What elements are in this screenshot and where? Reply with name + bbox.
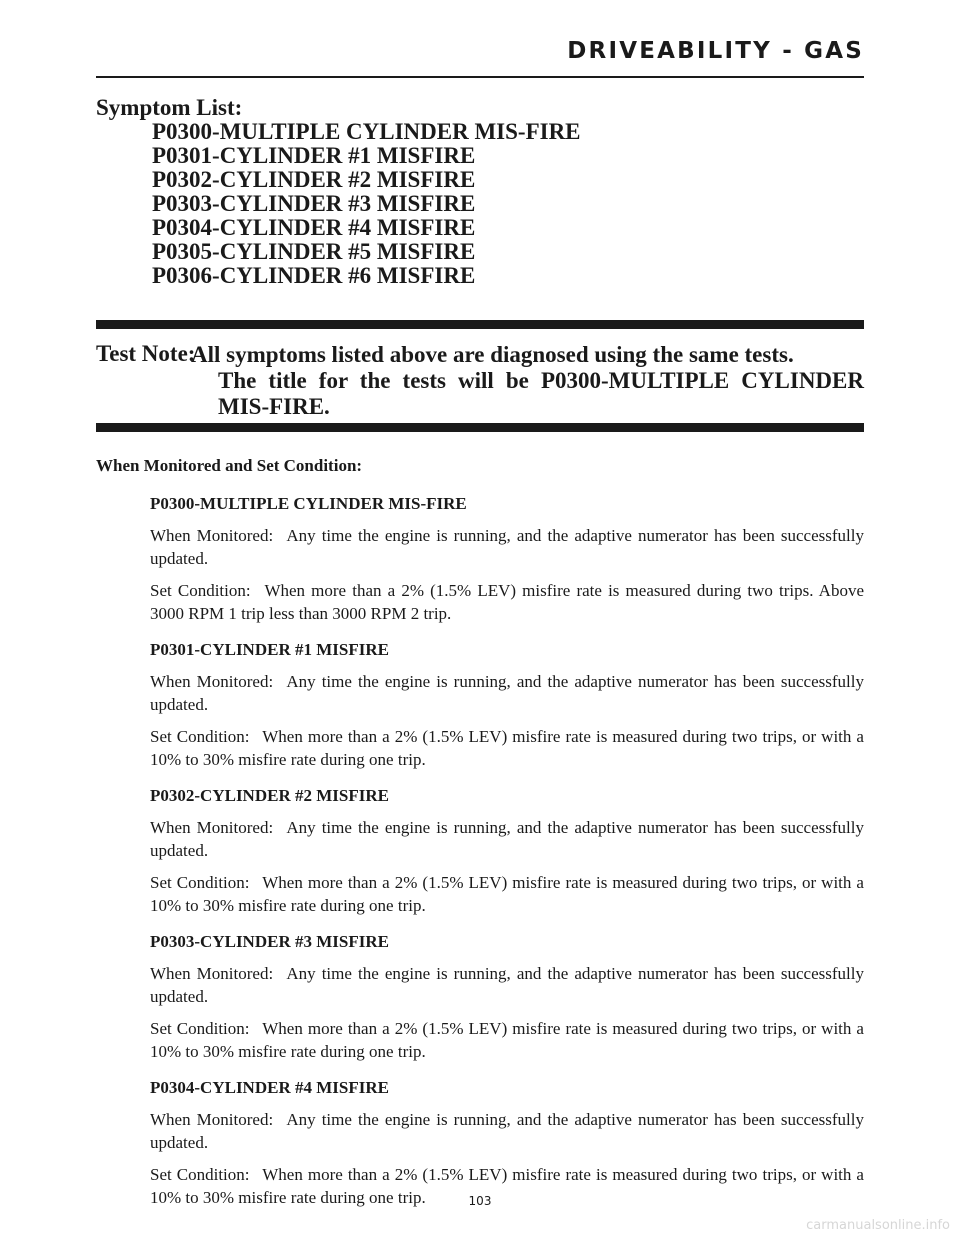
- set-condition-paragraph: [150, 1017, 864, 1063]
- dtc-title: P0300-MULTIPLE CYLINDER MIS-FIRE: [150, 494, 467, 513]
- set-condition-text: When more than a 2% (1.5% LEV) misfire rate is measured during two trips. Above 3000 RPM 1 trip less than 3000 RPM 2 trip.: [150, 581, 864, 623]
- when-monitored-paragraph: [150, 816, 864, 862]
- test-note-line-1: All symptoms listed above are diagnosed using the same tests.: [191, 342, 794, 367]
- set-condition-label: Set Condition:: [150, 727, 250, 746]
- symptom-item: P0302-CYLINDER #2 MISFIRE: [152, 167, 476, 192]
- set-condition-text: When more than a 2% (1.5% LEV) misfire rate is measured during two trips, or with a 10% to 30% misfire rate during one trip.: [150, 1165, 864, 1207]
- condition-section: [150, 930, 864, 1063]
- header-divider: [96, 76, 864, 78]
- condition-section: [150, 1076, 864, 1209]
- when-monitored-label: When Monitored:: [150, 818, 274, 837]
- symptom-item: P0300-MULTIPLE CYLINDER MIS-FIRE: [152, 119, 581, 144]
- set-condition-paragraph: [150, 871, 864, 917]
- monitored-heading: When Monitored and Set Condition:: [96, 456, 363, 475]
- when-monitored-label: When Monitored:: [150, 672, 274, 691]
- set-condition-paragraph: [150, 725, 864, 771]
- when-monitored-paragraph: [150, 1108, 864, 1154]
- dtc-title: P0301-CYLINDER #1 MISFIRE: [150, 640, 389, 659]
- set-condition-text: When more than a 2% (1.5% LEV) misfire rate is measured during two trips, or with a 10% to 30% misfire rate during one trip.: [150, 1019, 864, 1061]
- dtc-title: P0302-CYLINDER #2 MISFIRE: [150, 786, 389, 805]
- symptom-item: P0303-CYLINDER #3 MISFIRE: [152, 191, 476, 216]
- when-monitored-text: Any time the engine is running, and the adaptive numerator has been successfully updated.: [150, 964, 864, 1006]
- when-monitored-text: Any time the engine is running, and the adaptive numerator has been successfully updated.: [150, 672, 864, 714]
- symptom-item: P0304-CYLINDER #4 MISFIRE: [152, 215, 476, 240]
- set-condition-text: When more than a 2% (1.5% LEV) misfire rate is measured during two trips, or with a 10% to 30% misfire rate during one trip.: [150, 727, 864, 769]
- when-monitored-label: When Monitored:: [150, 1110, 274, 1129]
- dtc-title: P0303-CYLINDER #3 MISFIRE: [150, 932, 389, 951]
- page-header-title: DRIVEABILITY - GAS: [567, 38, 864, 64]
- symptom-item: P0306-CYLINDER #6 MISFIRE: [152, 263, 476, 288]
- when-monitored-paragraph: [150, 670, 864, 716]
- test-note-label: Test Note:: [96, 341, 196, 366]
- set-condition-label: Set Condition:: [150, 873, 250, 892]
- test-note-line-2: The title for the tests will be P0300-MULTIPLE CYLINDER MIS-FIRE.: [218, 368, 864, 419]
- set-condition-label: Set Condition:: [150, 1165, 250, 1184]
- symptom-item: P0305-CYLINDER #5 MISFIRE: [152, 239, 476, 264]
- test-note-top-rule: [96, 320, 864, 329]
- dtc-title: P0304-CYLINDER #4 MISFIRE: [150, 1078, 389, 1097]
- when-monitored-paragraph: [150, 962, 864, 1008]
- test-note-bottom-rule: [96, 423, 864, 432]
- test-note-text: [191, 342, 864, 420]
- when-monitored-paragraph: [150, 524, 864, 570]
- when-monitored-text: Any time the engine is running, and the adaptive numerator has been successfully updated.: [150, 818, 864, 860]
- symptom-list: [152, 120, 581, 288]
- set-condition-label: Set Condition:: [150, 1019, 250, 1038]
- set-condition-label: Set Condition:: [150, 581, 251, 600]
- when-monitored-text: Any time the engine is running, and the adaptive numerator has been successfully updated.: [150, 526, 864, 568]
- symptom-item: P0301-CYLINDER #1 MISFIRE: [152, 143, 476, 168]
- when-monitored-label: When Monitored:: [150, 964, 274, 983]
- condition-section: [150, 784, 864, 917]
- condition-section: [150, 492, 864, 625]
- condition-sections: [150, 492, 864, 1222]
- set-condition-text: When more than a 2% (1.5% LEV) misfire rate is measured during two trips, or with a 10% to 30% misfire rate during one trip.: [150, 873, 864, 915]
- when-monitored-label: When Monitored:: [150, 526, 274, 545]
- symptom-list-heading: Symptom List:: [96, 95, 243, 120]
- page-number: 103: [468, 1194, 492, 1208]
- watermark-text: carmanualsonline.info: [806, 1218, 950, 1233]
- condition-section: [150, 638, 864, 771]
- set-condition-paragraph: [150, 579, 864, 625]
- when-monitored-text: Any time the engine is running, and the adaptive numerator has been successfully updated.: [150, 1110, 864, 1152]
